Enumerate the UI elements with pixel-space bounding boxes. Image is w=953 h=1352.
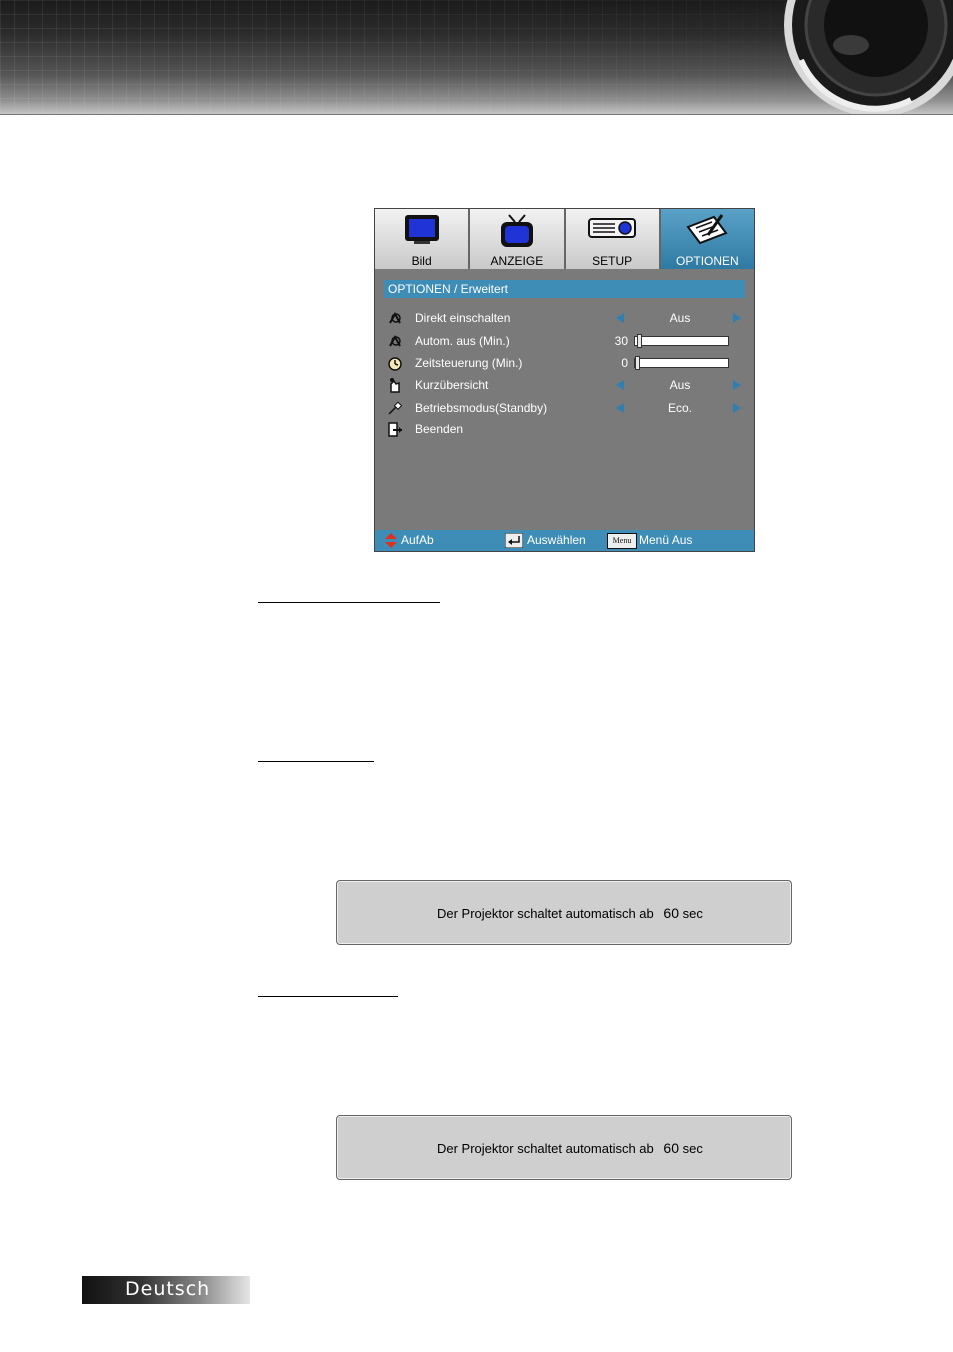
arrow-left-icon[interactable] xyxy=(616,380,624,390)
arrow-right-icon[interactable] xyxy=(733,380,741,390)
monitor-icon xyxy=(402,213,442,247)
menu-row-zeitsteuerung[interactable] xyxy=(385,353,745,373)
menu-row-kurzuebersicht[interactable] xyxy=(385,375,745,395)
row-value: Eco. xyxy=(667,401,692,415)
section-heading-underline xyxy=(258,761,374,762)
arrow-right-icon[interactable] xyxy=(733,403,741,413)
tab-anzeige[interactable] xyxy=(470,209,565,269)
tab-bild[interactable] xyxy=(375,209,470,269)
tab-setup[interactable] xyxy=(566,209,661,269)
arrow-right-icon[interactable] xyxy=(733,313,741,323)
exit-icon xyxy=(387,421,403,437)
tab-label: SETUP xyxy=(592,254,633,268)
projector-icon xyxy=(587,213,637,243)
slider-track[interactable] xyxy=(634,358,729,368)
row-label: Beenden xyxy=(415,422,464,436)
auto-shutdown-message xyxy=(336,1115,792,1180)
row-label: Betriebsmodus(Standby) xyxy=(415,401,548,415)
tab-label: OPTIONEN xyxy=(676,254,739,268)
osd-footer xyxy=(375,530,754,551)
row-label: Zeitsteuerung (Min.) xyxy=(415,356,523,370)
row-label: Direkt einschalten xyxy=(415,311,511,325)
slider-thumb[interactable] xyxy=(635,356,640,370)
menu-row-beenden[interactable] xyxy=(385,419,745,439)
tab-label: ANZEIGE xyxy=(490,254,544,268)
arrow-left-icon[interactable] xyxy=(616,403,624,413)
osd-tab-bar xyxy=(375,209,754,269)
language-label: Deutsch xyxy=(125,1278,211,1300)
message-text: Der Projektor schaltet automatisch ab xyxy=(437,1141,654,1156)
row-value: Aus xyxy=(669,311,691,325)
tab-optionen[interactable] xyxy=(661,209,754,269)
row-value: 30 xyxy=(614,334,628,348)
osd-subtitle: OPTIONEN / Erweitert xyxy=(384,280,745,298)
menu-row-direkt-einschalten[interactable] xyxy=(385,308,745,328)
slider-track[interactable] xyxy=(634,336,729,346)
menu-row-betriebsmodus[interactable] xyxy=(385,398,745,418)
section-heading-underline xyxy=(258,996,398,997)
plug-icon xyxy=(387,400,403,416)
arrow-left-icon[interactable] xyxy=(616,313,624,323)
header-banner xyxy=(0,0,953,115)
menu-row-autom-aus[interactable] xyxy=(385,331,745,351)
tv-icon xyxy=(497,213,537,249)
projector-lens-icon xyxy=(781,0,953,115)
osd-menu xyxy=(374,208,755,552)
message-text-line xyxy=(437,881,703,946)
row-label: Kurzübersicht xyxy=(415,378,489,392)
power-icon xyxy=(387,310,403,326)
message-unit: sec xyxy=(682,906,703,921)
row-value: Aus xyxy=(669,378,691,392)
message-count: 60 xyxy=(663,905,679,921)
message-text: Der Projektor schaltet automatisch ab xyxy=(437,906,654,921)
message-unit: sec xyxy=(682,1141,703,1156)
footer-select: Auswählen xyxy=(527,533,586,547)
auto-shutdown-message xyxy=(336,880,792,945)
tab-label: Bild xyxy=(411,254,432,268)
clock-icon xyxy=(387,355,403,371)
row-value: 0 xyxy=(621,356,628,370)
power-icon xyxy=(387,333,403,349)
message-count: 60 xyxy=(663,1140,679,1156)
notepad-icon xyxy=(684,213,730,247)
footer-updown: AufAb xyxy=(401,533,434,547)
updown-arrow-icon xyxy=(385,533,397,548)
footer-menu-exit: Menü Aus xyxy=(639,533,693,547)
slider-thumb[interactable] xyxy=(637,334,642,348)
message-text-line xyxy=(437,1116,703,1181)
hand-icon xyxy=(387,377,403,393)
language-tab xyxy=(82,1276,250,1304)
section-heading-underline xyxy=(258,602,440,603)
menu-key-icon: Menu xyxy=(607,533,637,549)
enter-key-icon xyxy=(505,533,523,548)
row-label: Autom. aus (Min.) xyxy=(415,334,510,348)
